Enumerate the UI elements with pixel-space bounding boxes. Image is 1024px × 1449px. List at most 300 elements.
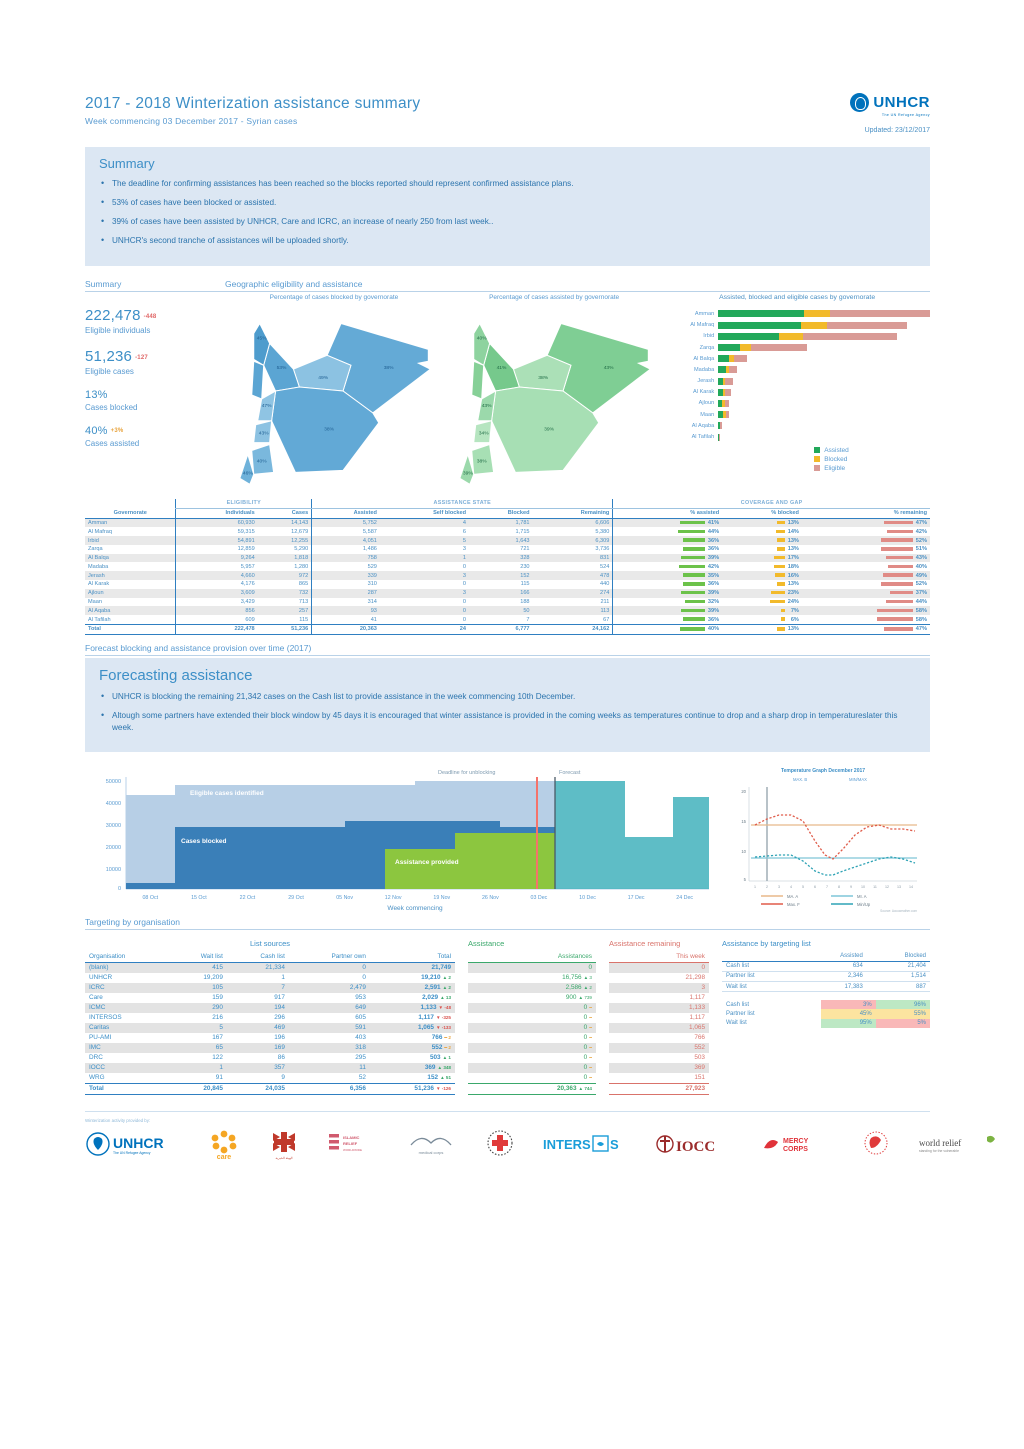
cell-total: 503 ▲ 1 [429,1054,451,1062]
cell-remaining: 369 [609,1063,709,1073]
bottom-tables [85,939,930,1094]
map-value-balqa: 47% [261,403,272,409]
section-header-geo: Geographic eligibility and assistance [225,279,930,292]
table-body [85,518,930,634]
map-region-ajloun[interactable] [252,361,264,399]
bar-row [664,431,930,442]
cell-partner: 52 [358,1074,366,1082]
cell-cash: 86 [277,1054,285,1062]
cell-gov: Zarqa [88,546,103,553]
column-header: % assisted [613,508,722,518]
cell-blocked: 166 [469,589,533,598]
bar-row [664,398,930,409]
table-row [85,615,930,624]
svg-text:الهيئة الخيرية: الهيئة الخيرية [275,1155,293,1160]
cell-blocked: 1,643 [469,536,533,545]
logo-jordan-hashemite-charity [267,1127,301,1161]
cell-wait: 122 [212,1054,223,1062]
cell-cases: 115 [299,616,309,623]
area-chart [85,763,715,913]
cell-blocked: 115 [520,581,530,588]
cell-wait: 65 [169,1043,226,1053]
table-body [85,962,455,1094]
cell-cases: 12,679 [291,528,309,535]
temp-header-series-1: MAX. B [793,777,808,783]
cell-cash: 194 [227,1003,289,1013]
table-row [85,527,930,536]
charts-row [85,763,930,913]
cell-list: Partner list [726,1010,755,1017]
cell-partner: 11 [289,1063,370,1073]
table-row [85,536,930,545]
assistance-row [468,1033,596,1043]
cell-blocked: 1,715 [515,528,530,535]
assistance-row [468,983,596,993]
cell-blocked: 230 [520,563,530,570]
cell-individuals: 4,660 [176,571,258,580]
cell-remaining: 3,736 [595,546,610,553]
cell-assistances: 0 ━ [468,1023,596,1033]
svg-text:IOCC: IOCC [676,1138,716,1155]
table-row [722,1019,930,1028]
cell-self_blocked: 3 [380,589,469,598]
cell-cases: 12,255 [258,536,312,545]
cell-blocked: 152 [469,571,533,580]
kpi-value: 222,478 [85,306,141,324]
map-value-zarqa: 49% [318,375,328,381]
kpi-column [85,294,224,490]
cell-pct_blocked: 18% [722,562,802,571]
cell-pct_assisted: 36% [613,536,722,545]
logo-iocc [655,1127,735,1161]
cell-remaining: 24,162 [533,624,613,634]
bar-row [664,376,930,387]
cell-total: 19,210 ▲ 2 [421,974,451,982]
bar-row-label: Al Mafraq [690,322,715,329]
bar-track [718,333,930,340]
cell-gov: Madaba [88,563,109,570]
cell-pct_blocked: 23% [722,589,802,598]
cell-pct_remaining: 37% [802,589,930,598]
remaining-row [609,1073,709,1084]
kpi-eligible-cases [85,348,224,376]
cell-partner: 605 [355,1014,366,1022]
table-row [722,971,930,981]
list-sources-title: List sources [249,939,291,949]
cell-gov: Maan [88,598,102,605]
temp-chart-source: Source: Accuweather.com [880,909,917,914]
y-tick: 50000 [105,779,121,786]
cell-remaining: 552 [609,1043,709,1053]
map-assisted-svg[interactable] [444,303,664,485]
column-header: Wait list [169,951,226,962]
cell-blocked: 887 [867,981,930,991]
cell-individuals: 222,478 [176,624,258,634]
cell-individuals: 59,315 [176,527,258,536]
annotation-forecast: Forecast [559,770,581,777]
table-row [85,1033,455,1043]
bar-segment-eligible [830,310,930,317]
cell-remaining: 113 [533,606,613,615]
svg-text:medical corps: medical corps [418,1149,444,1155]
table-body [722,961,930,992]
bar-row [664,420,930,431]
table-row [85,571,930,580]
table-header-row [85,951,455,962]
kpi-label: Cases blocked [85,402,138,412]
cell-remaining: 766 [694,1034,705,1042]
cell-pct_assisted: 44% [613,527,722,536]
legend-label: Eligible [824,464,846,472]
cell-individuals: 54,891 [176,536,258,545]
kpi-delta: -448 [143,313,157,320]
svg-text:CORPS: CORPS [783,1145,808,1153]
cell-individuals: 4,176 [176,580,258,589]
bar-row [664,331,930,342]
page-title: 2017 - 2018 Winterization assistance summary [85,95,421,112]
column-header: Blocked [867,951,930,961]
assistance-row [468,1013,596,1023]
cell-partner: 0 [362,974,366,982]
svg-text:4: 4 [790,885,792,890]
map-assisted-caption: Percentage of cases assisted by governorate [489,293,620,301]
svg-text:3: 3 [778,885,780,890]
cell-cases: 865 [298,581,309,588]
cell-org: (blank) [85,962,169,973]
cell-list: Partner list [722,971,801,981]
unhcr-logo-block [850,93,930,134]
cell-total: 369 ▲ 348 [370,1063,455,1073]
cell-individuals: 3,429 [176,598,258,607]
column-header: Cash list [227,951,289,962]
summary-panel [85,147,930,266]
cell-blocked: 5% [876,1019,930,1028]
cell-cash: 1 [281,974,285,982]
cell-self_blocked: 0 [380,606,469,615]
cell-remaining: 21,298 [685,974,705,982]
label-blocked: Cases blocked [181,838,227,846]
svg-text:14: 14 [909,885,913,890]
group-header-eligibility: ELIGIBILITY [176,499,312,509]
cell-assisted: 2,346 [801,971,867,981]
svg-text:The UN Refugee Agency: The UN Refugee Agency [113,1150,151,1155]
cell-partner: 6,356 [289,1083,370,1094]
cell-individuals: 9,264 [176,554,258,563]
group-header-coverage: COVERAGE AND GAP [613,499,930,509]
cell-org: PU-AMI [89,1034,112,1042]
cell-self_blocked: 0 [462,616,467,623]
cell-blocked: 96% [876,1000,930,1009]
kpi-delta: +3% [110,427,124,434]
section-header-forecast: Forecast blocking and assistance provision over time (2017) [85,643,930,656]
column-header: Assisted [312,508,380,518]
cell-blocked: 1,781 [469,518,533,527]
map-value-madaba: 34% [478,431,489,437]
svg-text:INTERS: INTERS [543,1136,591,1152]
x-tick: 22 Oct [239,895,256,902]
table-row [722,1009,930,1018]
unhcr-tagline: The UN Refugee Agency [881,113,930,117]
remaining-row [609,1043,709,1053]
cell-cash: 7 [227,983,289,993]
remaining-block [609,939,709,1094]
cell-pct_blocked: 17% [722,554,802,563]
x-tick: 05 Nov [336,895,354,902]
cell-remaining: 5,380 [595,528,610,535]
cell-cases: 14,143 [258,518,312,527]
table-total-row [85,624,930,634]
cell-blocked: 328 [469,554,533,563]
assistance-row [468,1073,596,1084]
y-tick: 0 [117,886,121,893]
area-forecast [555,781,709,889]
cell-self_blocked: 4 [380,518,469,527]
cell-list: Cash list [726,1001,750,1008]
map-value-balqa: 43% [481,403,492,409]
cell-remaining: 6,606 [533,518,613,527]
bar-track [718,355,930,362]
map-assisted[interactable] [444,294,664,490]
targeting-title: Assistance by targeting list [722,939,811,949]
bar-segment-eligible [725,389,732,396]
cell-partner: 295 [355,1054,366,1062]
bar-row [664,353,930,364]
cell-cash: 9 [281,1074,285,1082]
map-blocked-svg[interactable] [224,303,444,485]
table-row [85,973,455,983]
cell-assisted: 339 [312,571,380,580]
cell-individuals: 609 [176,615,258,624]
table-row [85,993,455,1003]
cell-remaining: 503 [694,1054,705,1062]
bar-row [664,308,930,319]
svg-text:MERCY: MERCY [783,1137,809,1145]
list-sources-block [85,939,455,1094]
cell-blocked: 6,777 [469,624,533,634]
cell-total: 1,117 ▼ -325 [418,1014,451,1022]
assistance-row [468,973,596,983]
cell-assisted: 1,486 [312,545,380,554]
bar-segment-eligible [734,355,746,362]
bar-segment-eligible [803,333,897,340]
cell-partner: 2,479 [289,983,370,993]
map-value-madaba: 43% [258,431,269,437]
cell-pct_blocked: 13% [722,518,802,527]
cell-self_blocked: 5 [380,536,469,545]
table-row [85,562,930,571]
cell-wait: 91 [215,1074,223,1082]
forecast-panel [85,658,930,753]
kpi-value: 40% [85,424,108,437]
svg-text:UNHCR: UNHCR [113,1134,164,1151]
cell-pct_assisted: 35% [613,571,722,580]
legend-swatch [814,447,820,453]
y-tick: 40000 [105,801,121,808]
remaining-row [609,1003,709,1013]
cell-remaining: 440 [600,581,610,588]
cell-assisted: 634 [801,961,867,971]
x-tick: 29 Oct [288,895,304,902]
cell-pct_remaining: 42% [802,527,930,536]
cell-total: 1,133 ▼ -48 [370,1003,455,1013]
table-body [722,1000,930,1028]
label-assistance: Assistance provided [395,859,459,867]
cell-wait: 1 [169,1063,226,1073]
cell-pct_assisted: 36% [613,545,722,554]
svg-text:standing for the vulnerable: standing for the vulnerable [919,1148,959,1153]
map-region-aqaba[interactable] [240,454,254,484]
remaining-row [609,1083,709,1094]
table-row [85,1073,455,1084]
bar-track [718,310,930,317]
cell-pct_blocked: 13% [722,580,802,589]
y-tick: 30000 [105,823,121,830]
cell-remaining: 0 [609,962,709,973]
kpi-cases-blocked [85,389,224,412]
svg-text:20: 20 [741,789,746,795]
cell-pct_blocked: 14% [722,527,802,536]
table-row [85,962,455,973]
logo-intersos [543,1127,629,1161]
bar-track [718,378,930,385]
map-value-aqaba: 39% [462,470,473,476]
map-value-almafraq: 38% [383,365,394,371]
cell-gov: Amman [85,518,176,527]
kpi-value: 51,236 [85,347,133,365]
cell-pct_blocked: 13% [722,624,802,634]
list-item: • 53% of cases have been blocked or assisted. [99,197,916,209]
bar-row-label: Al Balqa [693,355,715,362]
cell-total: 51,236 ▼ -126 [370,1083,455,1094]
cell-blocked: 188 [520,598,530,605]
group-header-assistance: ASSISTANCE STATE [312,499,613,509]
cell-assistances: 0 ━ [468,1043,596,1053]
cell-cash: 169 [227,1043,289,1053]
bar-segment-blocked [804,310,831,317]
assistance-row [468,962,596,973]
cell-wait: 5 [169,1023,226,1033]
cell-assisted: 5,587 [312,527,380,536]
cell-total: 2,029 ▲ 13 [422,994,451,1002]
cell-total: 2,591 ▲ 2 [370,983,455,993]
cell-pct_remaining: 49% [802,571,930,580]
column-header: Remaining [533,508,613,518]
cell-wait: 290 [169,1003,226,1013]
column-header: Assisted [801,951,867,961]
bar-row-label: Al Karak [693,389,715,396]
cell-assistances: 16,756 ▲ 3 [562,974,592,982]
kpi-eligible-individuals [85,307,224,335]
x-tick: 19 Nov [433,895,451,902]
cell-blocked: 21,404 [867,961,930,971]
cell-self_blocked: 3 [462,546,467,553]
cell-pct_blocked: 6% [722,615,802,624]
summary-bullet-list [99,178,916,247]
bar-segment-assisted [718,310,804,317]
list-item: • 39% of cases have been assisted by UNHCR, Care and ICRC, an increase of nearly 250 from last week.. [99,216,916,228]
cell-pct_remaining: 51% [802,545,930,554]
cell-assistances: 2,586 ▲ 2 [468,983,596,993]
cell-partner: 0 [289,962,370,973]
cell-pct_remaining: 58% [802,615,930,624]
cell-assistances: 0 ━ [583,1074,592,1082]
legend-label: Blocked [824,455,848,463]
svg-text:WORLDWIDE: WORLDWIDE [343,1147,362,1152]
table-total-row [85,1083,455,1094]
cell-remaining: 6,309 [533,536,613,545]
column-header: Governorate [85,508,176,518]
table-header-row [722,951,930,961]
cell-org: DRC [89,1054,103,1062]
cell-gov: Ajloun [85,589,176,598]
kpi-delta: -127 [135,354,148,361]
cell-pct_remaining: 52% [802,536,930,545]
cell-pct_remaining: 44% [802,598,930,607]
kpi-cases-assisted [85,425,224,448]
footer-note: Winterization activity provided by: [85,1117,151,1123]
logo-jordan-red-crescent [483,1127,517,1161]
cell-pct_remaining: 40% [802,562,930,571]
map-value-irbid: 53% [276,365,287,371]
map-region-ajloun[interactable] [472,361,484,399]
map-value-amman: 39% [544,427,555,433]
cell-remaining: 1,117 [689,994,705,1002]
cell-assisted: 95% [821,1019,875,1028]
map-value-karak: 40% [256,458,267,464]
map-blocked[interactable] [224,294,444,490]
cell-gov: Jerash [85,571,176,580]
temp-header-series-2: MIN/MAX [849,777,867,783]
cell-remaining: 478 [533,571,613,580]
map-region-aqaba[interactable] [460,454,474,484]
cell-cash: 196 [274,1034,285,1042]
logo-caritas [859,1127,893,1161]
cell-gov: Al Aqaba [85,606,176,615]
cell-org: Total [85,1083,169,1094]
map-value-zarqa: 38% [538,375,549,381]
page-header [85,95,930,147]
cell-org: IOCC [85,1063,169,1073]
cell-assistances: 20,363 ▲ 744 [468,1083,596,1094]
table-row [85,518,930,527]
remaining-row [609,1053,709,1063]
remaining-row [609,962,709,973]
cell-individuals: 12,859 [176,545,258,554]
assistance-table [468,951,596,1094]
kpi-value: 13% [85,388,108,401]
assistance-row [468,1043,596,1053]
x-axis-label: Week commencing [387,905,443,913]
cell-partner: 649 [289,1003,370,1013]
cell-self_blocked: 0 [462,563,467,570]
legend-item [814,465,930,472]
cell-self_blocked: 1 [380,554,469,563]
svg-text:world relief: world relief [919,1137,962,1148]
forecast-heading: Forecasting assistance [99,666,253,684]
bar-row-label: Amman [694,310,715,317]
forecast-bullet-list [99,691,916,734]
cell-org: Caritas [85,1023,169,1033]
cell-pct_remaining: 47% [802,518,930,527]
table-row [85,1053,455,1063]
bar-segment-blocked [779,333,803,340]
cell-pct_assisted: 42% [613,562,722,571]
assistance-block [468,939,596,1094]
table-row [85,606,930,615]
cell-wait: 167 [212,1034,223,1042]
map-value-irbid: 41% [496,365,507,371]
annotation-deadline: Deadline for unblocking [438,770,496,777]
